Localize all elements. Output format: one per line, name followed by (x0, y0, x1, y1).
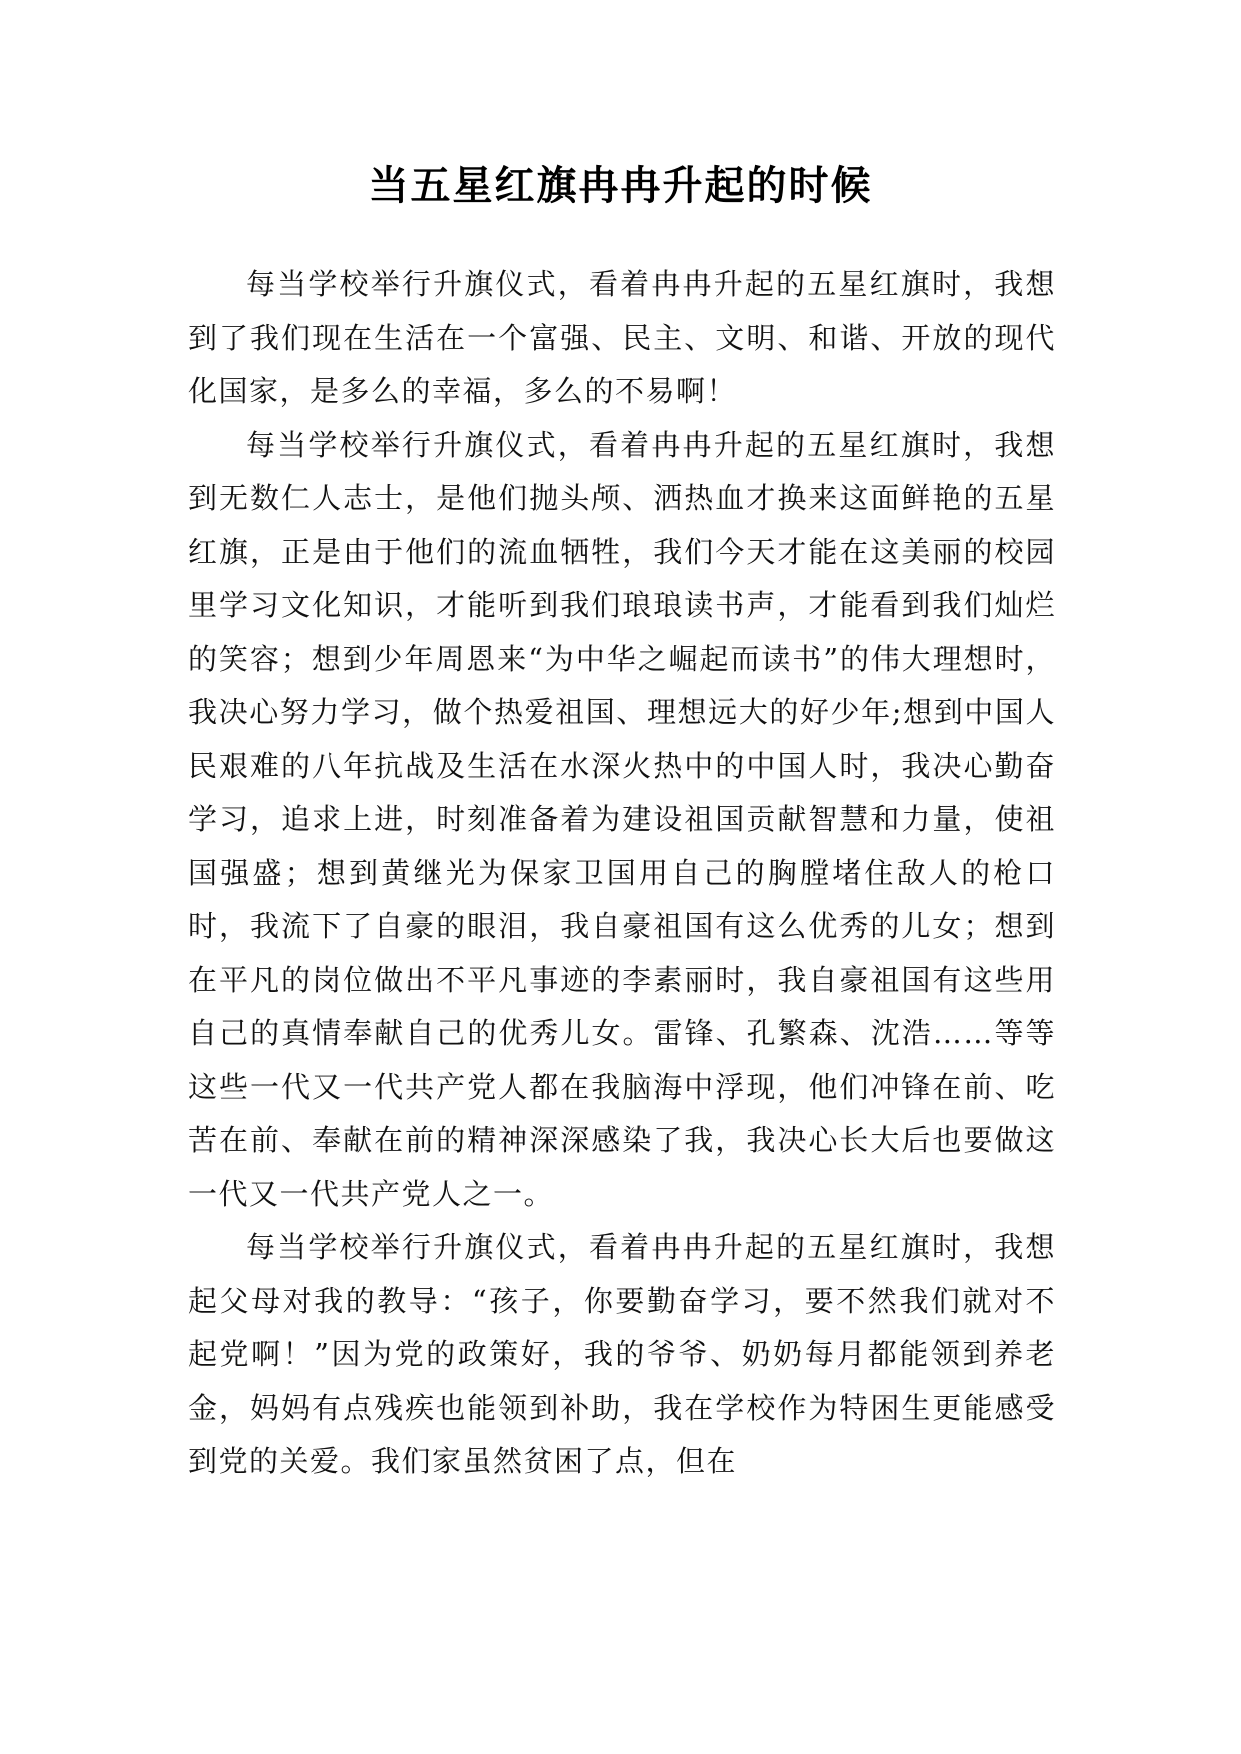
paragraph: 每当学校举行升旗仪式，看着冉冉升起的五星红旗时，我想起父母对我的教导：“孩子，你要勤奋学习，要不然我们就对不起党啊！”因为党的政策好，我的爷爷、奶奶每月都能领到养老金，妈妈有点残疾也能领到补助，我在学校作为特困生更能感受到党的关爱。我们家虽然贫困了点，但在 (188, 1230, 1056, 1478)
paragraph: 每当学校举行升旗仪式，看着冉冉升起的五星红旗时，我想到了我们现在生活在一个富强、民主、文明、和谐、开放的现代化国家，是多么的幸福，多么的不易啊！ (188, 267, 1056, 408)
paragraph: 每当学校举行升旗仪式，看着冉冉升起的五星红旗时，我想到无数仁人志士，是他们抛头颅、洒热血才换来这面鲜艳的五星红旗，正是由于他们的流血牺牲，我们今天才能在这美丽的校园里学习文化知识，才能听到我们琅琅读书声，才能看到我们灿烂的笑容；想到少年周恩来“为中华之崛起而读书”的伟大理想时，我决心努力学习，做个热爱祖国、理想远大的好少年;想到中国人民艰难的八年抗战及生活在水深火热中的中国人时，我决心勤奋学习，追求上进，时刻准备着为建设祖国贡献智慧和力量，使祖国强盛；想到黄继光为保家卫国用自己的胸膛堵住敌人的枪口时，我流下了自豪的眼泪，我自豪祖国有这么优秀的儿女；想到在平凡的岗位做出不平凡事迹的李素丽时，我自豪祖国有这些用自己的真情奉献自己的优秀儿女。雷锋、孔繁森、沈浩……等等这些一代又一代共产党人都在我脑海中浮现，他们冲锋在前、吃苦在前、奉献在前的精神深深感染了我，我决心长大后也要做这一代又一代共产党人之一。 (188, 427, 1056, 1211)
document-body (188, 258, 1056, 1489)
document-title: 当五星红旗冉冉升起的时候 (368, 163, 873, 209)
